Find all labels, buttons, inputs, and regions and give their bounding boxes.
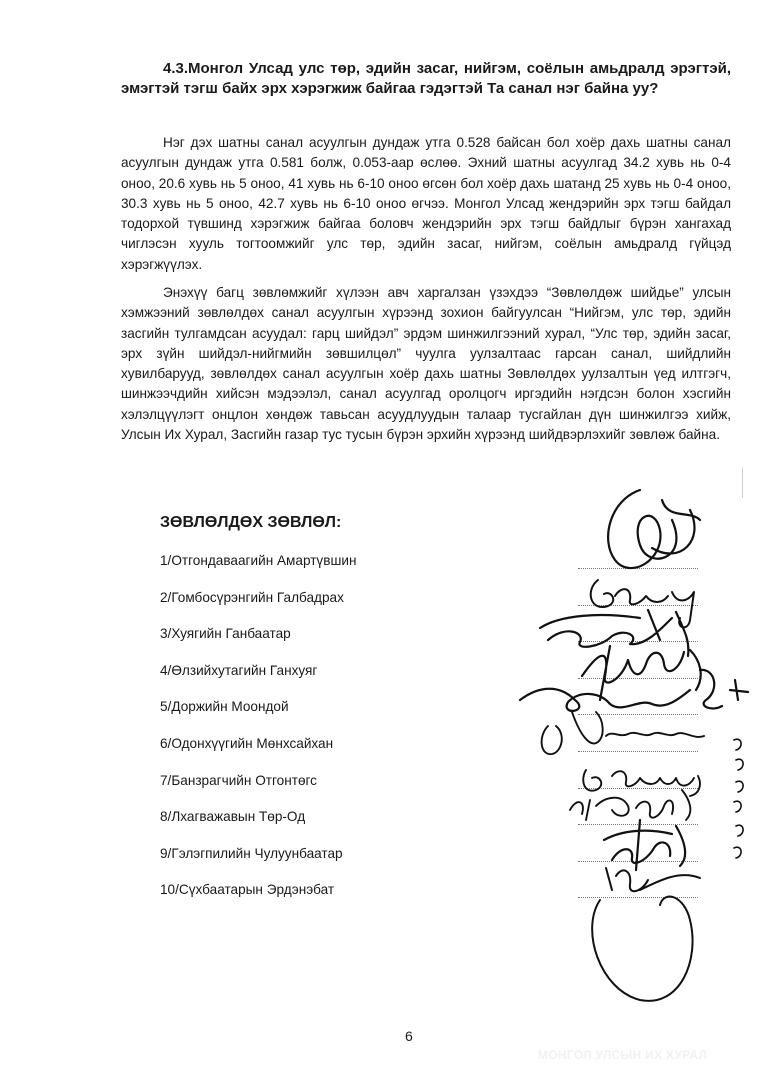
council-member [160, 551, 580, 588]
member-name: 5/Доржийн Моондой [160, 699, 289, 715]
member-name: 1/Отгондаваагийн Амартүвшин [160, 553, 357, 568]
paragraph-recommendation: Энэхүү багц зөвлөмжийг хүлээн авч харгалзан үзэхдээ “Зөвлөлдөж шийдье” улсын хэмжээний зөвлөлдөх санал асуулгын хүрээнд зохион байгуулсан “Нийгэм, улс төр, эдийн засгийн тулгамдсан асуудал: гарц шийдэл” эрдэм шинжилгээний хурал, “Улс төр, эдийн засаг, эрх зүйн шийдэл-нийгмийн зөвшилцөл” чуулга уулзалтаас гарсан санал, шийдлийн хувилбарууд, зөвлөлдөх санал асуулгын хоёр дахь шатны Зөвлөлдөх уулзалтын үед илтгэгч, шинжээчдийн хийсэн мэдээлэл, санал асуулгад оролцогч иргэдийн нэгдсэн болон хэсгийн хэлэлцүүлэгт онцлон хөндөж тавьсан асуудлуудын талаар тусгайлан дүн шинжилгээ хийж, Улсын Их Хурал, Засгийн газар тус тусын бүрэн эрхийн хүрээнд шийдвэрлэхийг зөвлөж байна. [121, 285, 731, 443]
member-name: 6/Одонхүүгийн Мөнхсайхан [160, 735, 334, 751]
page-number: 6 [405, 1028, 413, 1044]
council-member [160, 880, 580, 917]
council-member [160, 807, 580, 844]
council-member-list [160, 551, 580, 917]
member-name: 10/Сүхбаатарын Эрдэнэбат [160, 882, 335, 898]
signature-line [578, 714, 698, 715]
signature-line [578, 678, 698, 679]
signature-line [578, 824, 698, 825]
council-heading: ЗӨВЛӨЛДӨХ ЗӨВЛӨЛ: [160, 514, 342, 531]
signature-line [578, 641, 698, 642]
initials-column [734, 739, 743, 858]
council-member [160, 661, 580, 698]
council-member [160, 588, 580, 625]
member-name: 3/Хуягийн Ганбаатар [160, 626, 291, 642]
council-member [160, 844, 580, 881]
council-member [160, 734, 580, 771]
watermark: МОНГОЛ УЛСЫН ИХ ХУРАЛ [538, 1048, 708, 1062]
council-member [160, 624, 580, 661]
paragraph-survey-results: Нэг дэх шатны санал асуулгын дундаж утга 0.528 байсан бол хоёр дахь шатны санал асуулгын дундаж утга 0.581 болж, 0.053-аар өслөө. Эхний шатны асуулгад 34.2 хувь нь 0-4 оноо, 20.6 хувь нь 5 оноо, 41 хувь нь 6-10 оноо өгсөн бол хоёр дахь шатанд 25 хувь нь 0-4 оноо, 30.3 хувь нь 5 оноо, 42.7 хувь нь 6-10 оноо өгчээ. Монгол Улсад жендэрийн эрх тэгш байдал тодорхой түвшинд хэрэгжиж байгаа боловч жендэрийн эрх тэгш байдлыг бүрэн хангахад чиглэсэн хууль тогтоомжийг улс төр, эдийн засаг, нийгэм, соёлын амьдралд гүйцэд хэрэгжүүлэх. [121, 135, 731, 272]
edge-mark [742, 468, 743, 498]
member-name: 9/Гэлэгпилийн Чулуунбаатар [160, 845, 343, 861]
council-member [160, 697, 580, 734]
member-name: 8/Лхагважавын Төр-Од [160, 809, 306, 825]
signature-9 [604, 820, 685, 870]
signature-line [578, 897, 698, 898]
member-name: 7/Банзрагчийн Отгонтөгс [160, 772, 317, 788]
signature-line [578, 861, 698, 862]
signature-7 [583, 770, 700, 796]
member-name: 4/Өлзийхутагийн Ганхуяг [160, 662, 318, 678]
signature-line [578, 788, 698, 789]
signature-1 [608, 490, 700, 568]
signature-line [578, 751, 698, 752]
member-name: 2/Гомбосүрэнгийн Галбадрах [160, 589, 344, 605]
council-member [160, 771, 580, 808]
signature-8 [570, 790, 690, 820]
question-heading: 4.3.Монгол Улсад улс төр, эдийн засаг, нийгэм, соёлын амьдралд эрэгтэй, эмэгтэй тэгш байх эрх хэрэгжиж байгаа гэдэгтэй Та санал нэг байна уу? [121, 60, 731, 97]
signature-10 [592, 868, 700, 1001]
signature-line [578, 568, 698, 569]
signature-4 [582, 646, 701, 700]
signature-line [578, 605, 698, 606]
